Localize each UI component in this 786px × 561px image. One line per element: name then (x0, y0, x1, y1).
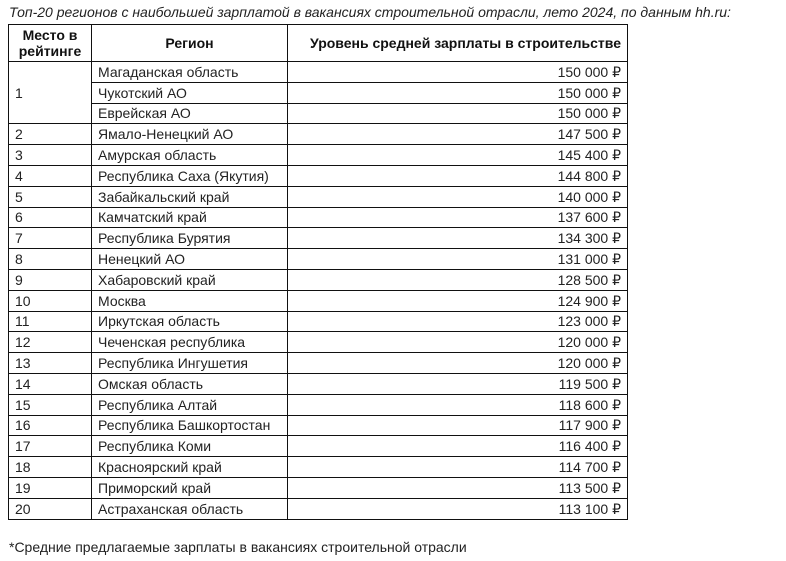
table-row (9, 124, 628, 145)
cell-place: 6 (9, 207, 92, 228)
cell-region: Амурская область (92, 145, 288, 166)
cell-salary: 119 500 ₽ (288, 373, 628, 394)
header-salary: Уровень средней зарплаты в строительстве (288, 25, 628, 62)
cell-region: Ненецкий АО (92, 249, 288, 270)
cell-place: 7 (9, 228, 92, 249)
cell-region: Республика Ингушетия (92, 353, 288, 374)
table-body (9, 62, 628, 520)
cell-place: 1 (9, 62, 92, 124)
cell-place: 9 (9, 269, 92, 290)
cell-salary: 137 600 ₽ (288, 207, 628, 228)
table-row (9, 186, 628, 207)
header-place-line2: рейтинге (18, 43, 82, 59)
cell-salary: 144 800 ₽ (288, 165, 628, 186)
table-row (9, 477, 628, 498)
cell-salary: 120 000 ₽ (288, 353, 628, 374)
cell-salary: 124 900 ₽ (288, 290, 628, 311)
cell-salary: 140 000 ₽ (288, 186, 628, 207)
cell-salary: 116 400 ₽ (288, 436, 628, 457)
salary-rating-table (8, 24, 628, 520)
cell-place: 2 (9, 124, 92, 145)
cell-salary: 120 000 ₽ (288, 332, 628, 353)
cell-place: 18 (9, 457, 92, 478)
cell-place: 15 (9, 394, 92, 415)
cell-region: Республика Башкортостан (92, 415, 288, 436)
cell-region: Москва (92, 290, 288, 311)
table-row (9, 353, 628, 374)
table-row (9, 415, 628, 436)
table-row (9, 394, 628, 415)
cell-region: Республика Алтай (92, 394, 288, 415)
table-row (9, 145, 628, 166)
cell-region: Приморский край (92, 477, 288, 498)
cell-region: Республика Саха (Якутия) (92, 165, 288, 186)
table-row (9, 332, 628, 353)
table-row (9, 82, 628, 103)
cell-salary: 145 400 ₽ (288, 145, 628, 166)
table-row (9, 165, 628, 186)
cell-region: Чеченская республика (92, 332, 288, 353)
table-row (9, 373, 628, 394)
cell-place: 10 (9, 290, 92, 311)
cell-region: Ямало-Ненецкий АО (92, 124, 288, 145)
cell-salary: 117 900 ₽ (288, 415, 628, 436)
cell-salary: 123 000 ₽ (288, 311, 628, 332)
table-row (9, 290, 628, 311)
table-row (9, 249, 628, 270)
cell-place: 8 (9, 249, 92, 270)
table-row (9, 228, 628, 249)
cell-region: Красноярский край (92, 457, 288, 478)
table-row (9, 311, 628, 332)
footnote: *Средние предлагаемые зарплаты в вакансиях строительной отрасли (9, 539, 467, 555)
table-row (9, 436, 628, 457)
cell-salary: 131 000 ₽ (288, 249, 628, 270)
cell-place: 14 (9, 373, 92, 394)
cell-region: Камчатский край (92, 207, 288, 228)
cell-region: Еврейская АО (92, 103, 288, 124)
table-header-row (9, 25, 628, 62)
cell-region: Чукотский АО (92, 82, 288, 103)
header-place (9, 25, 92, 62)
cell-region: Астраханская область (92, 498, 288, 519)
cell-salary: 134 300 ₽ (288, 228, 628, 249)
cell-region: Омская область (92, 373, 288, 394)
header-region: Регион (92, 25, 288, 62)
cell-place: 17 (9, 436, 92, 457)
table-row (9, 103, 628, 124)
cell-place: 11 (9, 311, 92, 332)
cell-place: 16 (9, 415, 92, 436)
cell-salary: 118 600 ₽ (288, 394, 628, 415)
cell-salary: 113 500 ₽ (288, 477, 628, 498)
cell-salary: 150 000 ₽ (288, 82, 628, 103)
cell-region: Хабаровский край (92, 269, 288, 290)
cell-salary: 150 000 ₽ (288, 103, 628, 124)
cell-salary: 128 500 ₽ (288, 269, 628, 290)
cell-salary: 114 700 ₽ (288, 457, 628, 478)
header-place-line1: Место в (22, 27, 78, 43)
cell-region: Республика Коми (92, 436, 288, 457)
cell-place: 13 (9, 353, 92, 374)
cell-salary: 147 500 ₽ (288, 124, 628, 145)
cell-salary: 150 000 ₽ (288, 62, 628, 83)
cell-place: 20 (9, 498, 92, 519)
table-row (9, 269, 628, 290)
cell-place: 5 (9, 186, 92, 207)
cell-place: 4 (9, 165, 92, 186)
table-row (9, 457, 628, 478)
cell-region: Республика Бурятия (92, 228, 288, 249)
table-row (9, 62, 628, 83)
cell-region: Забайкальский край (92, 186, 288, 207)
table-row (9, 498, 628, 519)
cell-place: 12 (9, 332, 92, 353)
cell-salary: 113 100 ₽ (288, 498, 628, 519)
cell-region: Иркутская область (92, 311, 288, 332)
cell-place: 19 (9, 477, 92, 498)
table-caption: Топ-20 регионов с наибольшей зарплатой в вакансиях строительной отрасли, лето 2024, по данным hh.ru: (9, 4, 731, 20)
cell-region: Магаданская область (92, 62, 288, 83)
table-row (9, 207, 628, 228)
cell-place: 3 (9, 145, 92, 166)
